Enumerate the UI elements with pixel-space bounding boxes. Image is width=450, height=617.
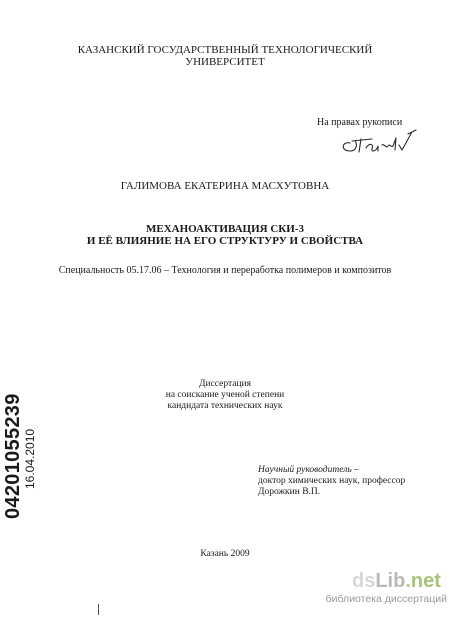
dslib-subtitle: библиотека диссертаций (325, 593, 447, 605)
place-year: Казань 2009 (200, 549, 250, 559)
university-line-1: КАЗАНСКИЙ ГОСУДАРСТВЕННЫЙ ТЕХНОЛОГИЧЕСКИЙ (77, 44, 373, 56)
title-line-1: МЕХАНОАКТИВАЦИЯ СКИ-3 (145, 223, 305, 235)
author-name: ГАЛИМОВА ЕКАТЕРИНА МАСХУТОВНА (120, 180, 330, 192)
degree-line-3: кандидата технических наук (167, 401, 283, 411)
author-signature (336, 126, 424, 158)
advisor-name: Дорожкин В.П. (258, 487, 321, 497)
stamp-code: 04201055239 (2, 393, 24, 519)
university-header (0, 44, 450, 68)
manuscript-rights-label: На правах рукописи (317, 117, 403, 128)
dissertation-title (0, 223, 450, 247)
university-line-2: УНИВЕРСИТЕТ (185, 56, 265, 68)
logo-dot: . (405, 570, 411, 592)
logo-ds: ds (352, 570, 376, 592)
dslib-watermark (325, 570, 448, 610)
specialty-line: Специальность 05.17.06 – Технология и переработка полимеров и композитов (58, 265, 392, 276)
dslib-logo (352, 570, 441, 592)
title-line-2: И ЕЁ ВЛИЯНИЕ НА ЕГО СТРУКТУРУ И СВОЙСТВА (86, 235, 364, 247)
advisor-role: Научный руководитель – (258, 465, 359, 475)
advisor-block (258, 465, 405, 498)
margin-tick (98, 604, 99, 615)
degree-line-2: на соискание ученой степени (165, 390, 285, 400)
degree-block (0, 379, 450, 412)
logo-net: net (410, 570, 441, 592)
stamp-date: 16.04.2010 (23, 428, 37, 489)
degree-line-1: Диссертация (199, 379, 251, 389)
advisor-credentials: доктор химических наук, профессор (258, 476, 406, 486)
logo-lib: Lib (375, 570, 406, 592)
library-stamp (2, 359, 37, 519)
